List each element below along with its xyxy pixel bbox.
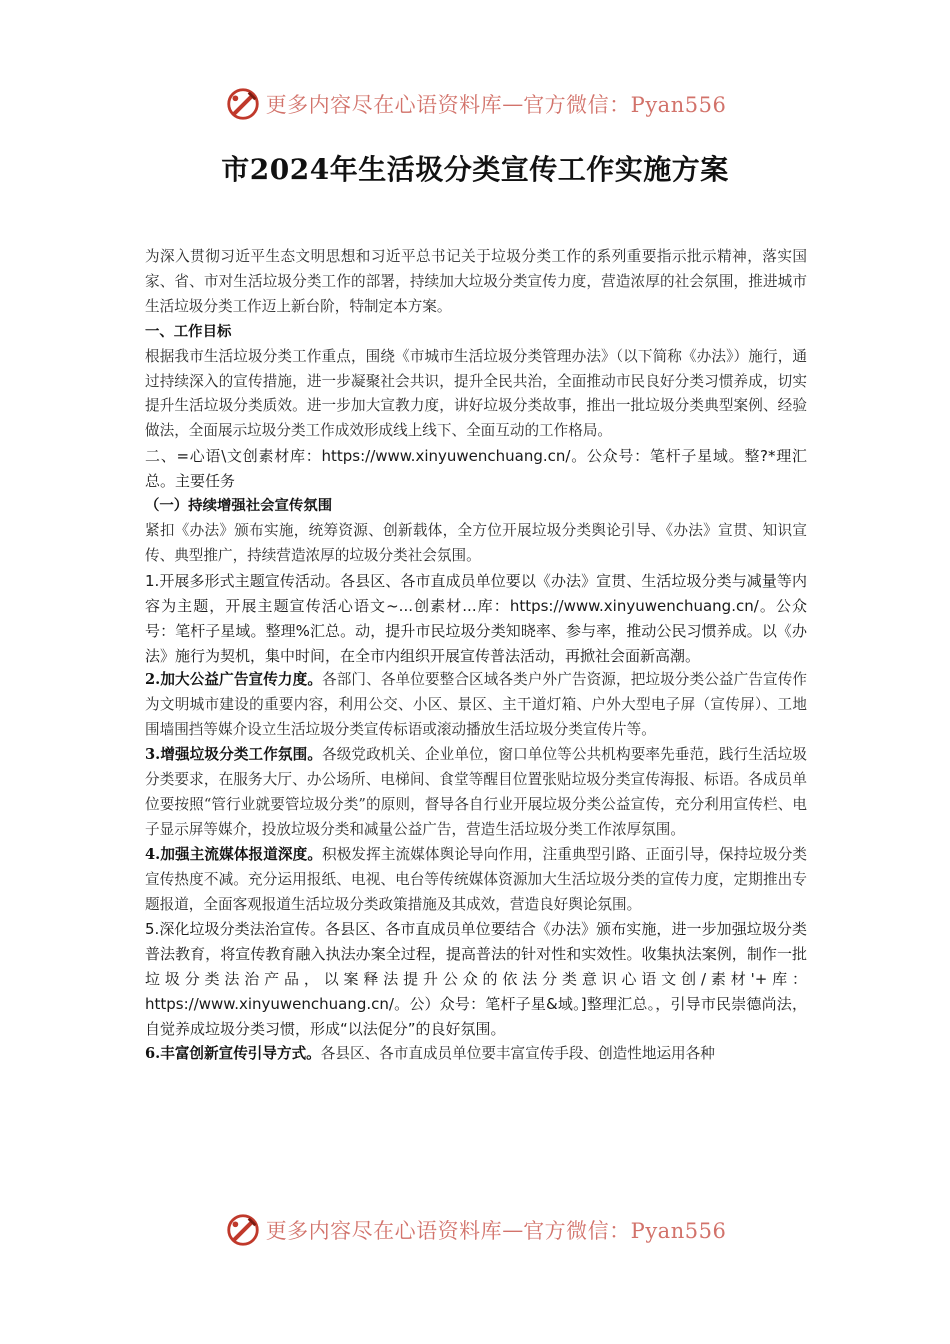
item-2-text: 各部门、各单位要整合区域各类户外广告资源，把垃圾分类公益广告宣传作为文明城市建设的重要内容，利用公交、小区、景区、主干道灯箱、户外大型电子屏（宣传屏）、工地围墙围挡等媒介设立生活垃圾分类宣传标语或滚动播放生活垃圾分类宣传片等。 <box>145 671 807 739</box>
item-6-lead: 6.丰富创新宣传引导方式。 <box>145 1045 321 1062</box>
item-3-lead: 3.增强垃圾分类工作氛围。 <box>145 746 323 764</box>
document-title: 市2024年生活圾分类宣传工作实施方案 <box>221 153 729 186</box>
logo-icon <box>224 1211 262 1249</box>
item-6-paragraph <box>145 1042 807 1067</box>
watermark-banner-top <box>0 84 950 124</box>
item-4-text: 积极发挥主流媒体舆论导向作用，注重典型引路、正面引导，保持垃圾分类宣传热度不减。充分运用报纸、电视、电台等传统媒体资源加大生活垃圾分类的宣传力度，定期推出专题报道，全面客观报道生活垃圾分类政策措施及其成效，营造良好舆论氛围。 <box>145 845 807 913</box>
atmosphere-paragraph: 紧扣《办法》颁布实施，统筹资源、创新载体，全方位开展垃圾分类舆论引导、《办法》宣贯、知识宣传、典型推广，持续营造浓厚的垃圾分类社会氛围。 <box>145 521 807 564</box>
item-6-text: 各县区、各市直成员单位要丰富宣传手段、创造性地运用各种 <box>320 1045 715 1062</box>
item-3-text: 各级党政机关、企业单位，窗口单位等公共机构要率先垂范，践行生活垃圾分类要求，在服务大厅、办公场所、电梯间、食堂等醒目位置张贴垃圾分类宣传海报、标语。各成员单位要按照“管行业就要管垃圾分类”的原则，督导各自行业开展垃圾分类公益宣传，充分利用宣传栏、电子显示屏等媒介，投放垃圾分类和减量公益广告，营造生活垃圾分类工作浓厚氛围。 <box>145 746 807 838</box>
banner-separator: — <box>502 92 524 116</box>
section-heading-tasks: 二、=心语\文创素材库：https://www.xinyuwenchuang.cn/。公众号：笔杆子星域。整?*理汇总。主要任务 <box>145 447 807 491</box>
goals-paragraph: 根据我市生活垃圾分类工作重点，围绕《市城市生活垃圾分类管理办法》（以下简称《办法》）施行，通过持续深入的宣传措施，进一步凝聚社会共识，提升全民共治，全面推动市民良好分类习惯养成，切实提升生活垃圾分类质效。进一步加大宣教力度，讲好垃圾分类故事，推出一批垃圾分类典型案例、经验做法，全面展示垃圾分类工作成效形成线上线下、全面互动的工作格局。 <box>145 347 807 440</box>
section-heading-goals: 一、工作目标 <box>145 323 232 340</box>
item-4-lead: 4.加强主流媒体报道深度。 <box>145 845 323 863</box>
intro-paragraph: 为深入贯彻习近平生态文明思想和习近平总书记关于垃圾分类工作的系列重要指示批示精神，落实国家、省、市对生活垃圾分类工作的部署，持续加大垃圾分类宣传力度，营造浓厚的社会氛围，推进城市生活垃圾分类工作迈上新台阶，特制定本方案。 <box>145 248 807 315</box>
logo-icon <box>224 85 262 123</box>
item-1-paragraph: 1.开展多形式主题宣传活动。各县区、各市直成员单位要以《办法》宣贯、生活垃圾分类与减量等内容为主题，开展主题宣传活心语文~...创素材...库：https://www.xinyuwenchuang.cn/。公众号：笔杆子星域。整理%汇总。动，提升市民垃圾分类知晓率、参与率，推动公民习惯养成。以《办法》施行为契机，集中时间，在全市内组织开展宣传普法活动，再掀社会面新高潮。 <box>145 571 807 665</box>
item-5-paragraph: 5.深化垃圾分类法治宣传。各县区、各市直成员单位要结合《办法》颁布实施，进一步加强垃圾分类普法教育，将宣传教育融入执法办案全过程，提高普法的针对性和实效性。收集执法案例，制作一批垃圾分类法治产品，以案释法提升公众的依法分类意识心语文创/素材'+库：https://www.xinyuwenchuang.cn/。公）众号：笔杆子星&域。]整理汇总。，引导市民崇德尚法，自觉养成垃圾分类习惯，形成“以法促分”的良好氛围。 <box>145 920 807 1039</box>
item-3-paragraph <box>145 743 807 843</box>
banner-separator: — <box>502 1218 524 1242</box>
banner-text: 更多内容尽在心语资料库 <box>265 1219 503 1243</box>
banner-text: 更多内容尽在心语资料库 <box>265 93 503 117</box>
item-4-paragraph <box>145 843 807 918</box>
item-2-paragraph <box>145 668 807 743</box>
item-2-lead: 2.加大公益广告宣传力度。 <box>145 671 323 689</box>
subsection-heading-atmosphere: （一）持续增强社会宣传氛围 <box>145 498 333 515</box>
watermark-banner-bottom <box>0 1210 950 1250</box>
banner-wechat: 官方微信：Pyan556 <box>523 93 727 117</box>
banner-wechat: 官方微信：Pyan556 <box>523 1219 727 1243</box>
document-body <box>145 245 807 1067</box>
